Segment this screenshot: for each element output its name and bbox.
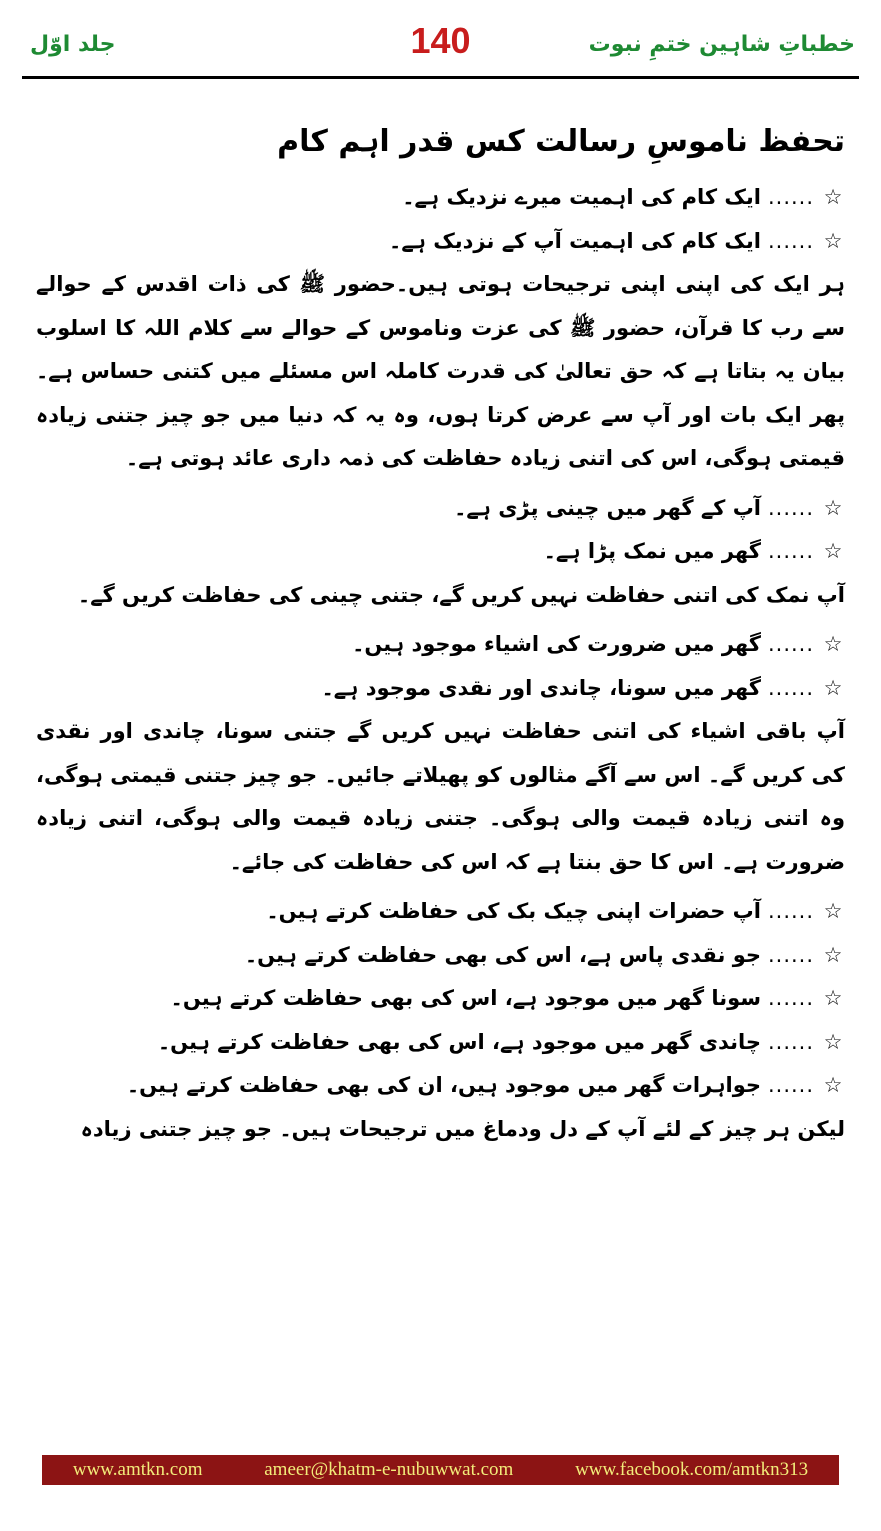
bullet-text: گھر میں نمک پڑا ہے۔ bbox=[543, 539, 761, 563]
paragraph: ہر ایک کی اپنی اپنی ترجیحات ہوتی ہیں۔حضور ﷺ کی ذات اقدس کے حوالے سے رب کا قرآن، حضور ﷺ کی عزت وناموس کے حوالے سے کلام اللہ کا اسلوب بیان یہ بتاتا ہے کہ حق تعالیٰ کی قدرت کاملہ اس مسئلے میں کتنی حساس ہے۔ پھر ایک بات اور آپ سے عرض کرتا ہوں، وہ یہ کہ دنیا میں جو چیز جتنی زیادہ قیمتی ہوگی، اس کی اتنی زیادہ حفاظت کی ذمہ داری عائد ہوتی ہے۔ bbox=[36, 272, 845, 470]
text-blocks bbox=[36, 176, 845, 1151]
bullet-dots: ...... bbox=[767, 495, 815, 520]
bullet-item bbox=[36, 934, 845, 978]
bullet-dots: ...... bbox=[767, 228, 815, 253]
footer-email-link[interactable]: ameer@khatm-e-nubuwwat.com bbox=[264, 1459, 514, 1480]
bullet-item bbox=[36, 1064, 845, 1108]
bullet-dots: ...... bbox=[767, 899, 815, 923]
paragraph: آپ باقی اشیاء کی اتنی حفاظت نہیں کریں گے جتنی سونا، چاندی اور نقدی کی کریں گے۔ اس سے آگے مثالوں کو پھیلاتے جائیں۔ جو چیز جتنی قیمتی ہوگی، وہ اتنی زیادہ قیمت والی ہوگی۔ جتنی زیادہ قیمت والی ہوگی، اتنی زیادہ ضرورت ہے۔ اس کا حق بنتا ہے کہ اس کی حفاظت کی جائے۔ bbox=[36, 719, 845, 874]
page-body bbox=[36, 120, 845, 1157]
star-icon: ☆ bbox=[823, 1029, 843, 1054]
bullet-item bbox=[36, 667, 845, 711]
bullet-text: گھر میں سونا، چاندی اور نقدی موجود ہے۔ bbox=[321, 675, 761, 700]
bullet-text: گھر میں ضرورت کی اشیاء موجود ہیں۔ bbox=[352, 632, 761, 656]
bullet-text: چاندی گھر میں موجود ہے، اس کی بھی حفاظت کرتے ہیں۔ bbox=[157, 1029, 761, 1054]
star-icon: ☆ bbox=[823, 495, 843, 520]
footer-facebook-link[interactable]: www.facebook.com/amtkn313 bbox=[575, 1459, 809, 1480]
bullet-item bbox=[36, 890, 845, 934]
bullet-item bbox=[36, 977, 845, 1021]
bullet-text: سونا گھر میں موجود ہے، اس کی بھی حفاظت کرتے ہیں۔ bbox=[170, 986, 761, 1010]
bullet-text: ایک کام کی اہمیت آپ کے نزدیک ہے۔ bbox=[389, 228, 761, 253]
bullet-item bbox=[36, 487, 845, 531]
star-icon: ☆ bbox=[823, 185, 843, 209]
bullet-item bbox=[36, 220, 845, 264]
bullet-item bbox=[36, 530, 845, 574]
bullet-dots: ...... bbox=[767, 675, 815, 700]
bullet-dots: ...... bbox=[767, 986, 815, 1010]
book-title: خطباتِ شاہین ختمِ نبوت bbox=[588, 32, 855, 57]
page-footer bbox=[42, 1455, 839, 1485]
bullet-dots: ...... bbox=[767, 185, 815, 209]
paragraph: آپ نمک کی اتنی حفاظت نہیں کریں گے، جتنی چینی کی حفاظت کریں گے۔ bbox=[77, 582, 845, 607]
bullet-item bbox=[36, 623, 845, 667]
bullet-text: جواہرات گھر میں موجود ہیں، ان کی بھی حفاظت کرتے ہیں۔ bbox=[126, 1073, 761, 1097]
bullet-text: آپ کے گھر میں چینی پڑی ہے۔ bbox=[454, 495, 761, 520]
bullet-text: جو نقدی پاس ہے، اس کی بھی حفاظت کرتے ہیں۔ bbox=[244, 942, 761, 967]
bullet-dots: ...... bbox=[767, 942, 815, 967]
section-heading: تحفظ ناموسِ رسالت کس قدر اہم کام bbox=[277, 124, 845, 159]
volume-label: جلد اوّل bbox=[30, 32, 116, 57]
bullet-dots: ...... bbox=[767, 632, 815, 656]
bullet-item bbox=[36, 176, 845, 220]
page-number: 140 bbox=[410, 20, 471, 61]
bullet-dots: ...... bbox=[767, 1029, 815, 1054]
paragraph: لیکن ہر چیز کے لئے آپ کے دل ودماغ میں ترجیحات ہیں۔ جو چیز جتنی زیادہ bbox=[80, 1116, 845, 1141]
star-icon: ☆ bbox=[823, 1073, 843, 1097]
header-divider bbox=[22, 76, 859, 79]
bullet-text: آپ حضرات اپنی چیک بک کی حفاظت کرتے ہیں۔ bbox=[266, 899, 761, 923]
star-icon: ☆ bbox=[823, 632, 843, 656]
bullet-item bbox=[36, 1021, 845, 1065]
star-icon: ☆ bbox=[823, 986, 843, 1010]
star-icon: ☆ bbox=[823, 539, 843, 563]
star-icon: ☆ bbox=[823, 942, 843, 967]
bullet-text: ایک کام کی اہمیت میرے نزدیک ہے۔ bbox=[402, 185, 761, 209]
star-icon: ☆ bbox=[823, 228, 843, 253]
page-header bbox=[22, 18, 859, 70]
star-icon: ☆ bbox=[823, 675, 843, 700]
bullet-dots: ...... bbox=[767, 539, 815, 563]
footer-website-link[interactable]: www.amtkn.com bbox=[72, 1459, 203, 1480]
star-icon: ☆ bbox=[823, 899, 843, 923]
bullet-dots: ...... bbox=[767, 1073, 815, 1097]
